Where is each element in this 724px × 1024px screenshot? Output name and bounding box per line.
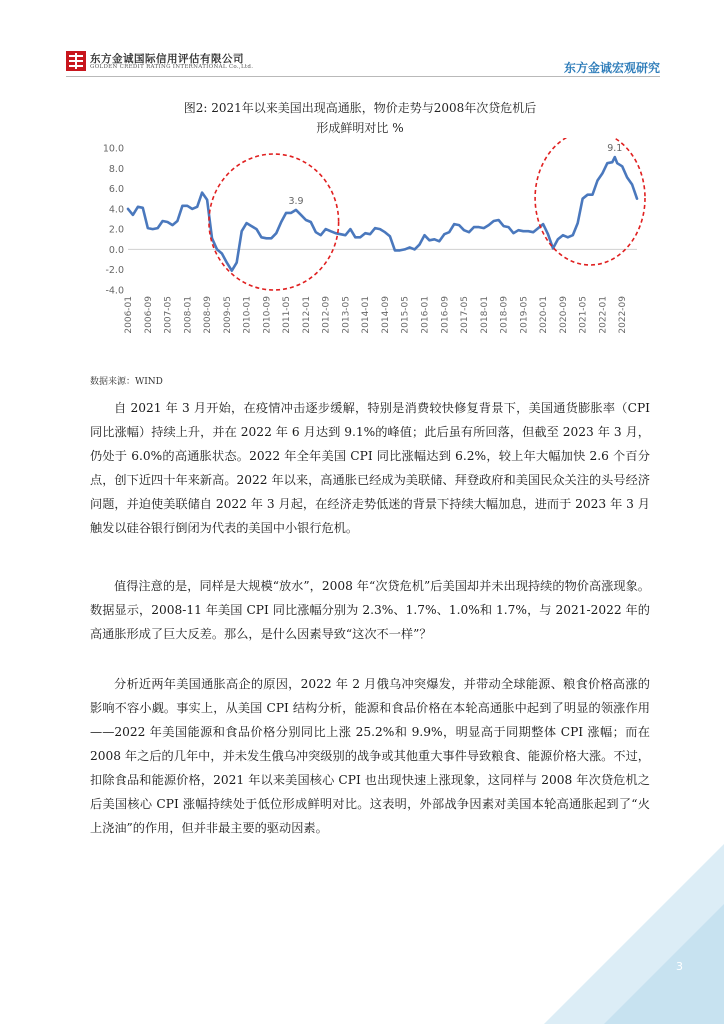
data-label: 9.1 [607, 143, 623, 155]
figure-title-line1: 图2: 2021年以来美国出现高通胀，物价走势与2008年次贷危机后 [183, 101, 537, 115]
x-tick-label: 2020-09 [558, 296, 569, 334]
section-title: 东方金诚宏观研究 [563, 61, 660, 75]
corner-decoration [544, 844, 724, 1024]
x-tick-label: 2022-09 [618, 296, 629, 334]
x-tick-label: 2020-01 [539, 296, 550, 334]
body-paragraph-2: 值得注意的是，同样是大规模“放水”，2008 年“次贷危机”后美国却并未出现持续的物价高涨现象。数据显示，2008-11 年美国 CPI 同比涨幅分别为 2.3%、1.7%、1.0%和 1.7%，与 2021-2022 年的高通胀形成了巨大反差。那么，是什么因素导致“这次不一样”？ [90, 579, 650, 641]
x-tick-label: 2015-05 [400, 296, 411, 334]
highlight-circle [535, 138, 645, 265]
y-tick-label: 6.0 [108, 184, 124, 196]
x-tick-label: 2008-01 [183, 296, 194, 334]
data-label: 3.9 [288, 195, 304, 207]
body-paragraph-1: 自 2021 年 3 月开始，在疫情冲击逐步缓解，特别是消费较快修复背景下，美国通货膨胀率（CPI 同比涨幅）持续上升，并在 2022 年 6 月达到 9.1%的峰值；此后虽有所回落，但截至 2023 年 3 月，仍处于 6.0%的高通胀状态。2022 年全年美国 CPI 同比涨幅达到 6.2%，较上年大幅加快 2.6 个百分点，创下近四十年来新高。2022 年以来，高通胀已经成为美联储、拜登政府和美国民众关注的头号经济问题，并迫使美联储自 2022 年 3 月起，在经济走势低迷的背景下持续大幅加息，进而于 2023 年 3 月触发以硅谷银行倒闭为代表的美国中小银行危机。 [90, 401, 650, 535]
x-tick-label: 2012-01 [301, 296, 312, 334]
highlight-circle [209, 154, 339, 290]
y-tick-label: 4.0 [108, 204, 124, 216]
company-name-cn: 东方金诚国际信用评估有限公司 [90, 53, 244, 65]
page-header [0, 0, 724, 80]
x-tick-label: 2012-09 [321, 296, 332, 334]
x-tick-label: 2021-05 [578, 296, 589, 334]
figure-source: 数据来源：WIND [90, 377, 163, 387]
x-tick-label: 2007-05 [163, 296, 174, 334]
y-tick-label: 10.0 [102, 143, 124, 155]
x-tick-label: 2018-09 [499, 296, 510, 334]
x-tick-label: 2011-05 [282, 296, 293, 334]
body-paragraph-3: 分析近两年美国通胀高企的原因，2022 年 2 月俄乌冲突爆发，并带动全球能源、粮食价格高涨的影响不容小觑。事实上，从美国 CPI 结构分析，能源和食品价格在本轮高通胀中起到了明显的领涨作用——2022 年美国能源和食品价格分别同比上涨 25.2%和 9.9%，明显高于同期整体 CPI 涨幅；而在 2008 年之后的几年中，并未发生俄乌冲突级别的战争或其他重大事件导致粮食、能源价格大涨。不过，扣除食品和能源价格，2021 年以来美国核心 CPI 也出现快速上涨现象，这同样与 2008 年次贷危机之后美国核心 CPI 涨幅持续处于低位形成鲜明对比。这表明，外部战争因素对美国本轮高通胀起到了“火上浇油”的作用，但并非最主要的驱动因素。 [90, 677, 650, 835]
y-tick-label: 2.0 [108, 224, 124, 236]
x-tick-label: 2017-05 [460, 296, 471, 334]
x-tick-label: 2006-01 [124, 296, 134, 334]
x-tick-label: 2008-09 [203, 296, 214, 334]
x-tick-label: 2013-05 [341, 296, 352, 334]
page-number: 3 [676, 960, 683, 973]
x-tick-label: 2018-01 [479, 296, 490, 334]
x-tick-label: 2014-09 [380, 296, 391, 334]
company-logo-icon [66, 51, 86, 71]
x-tick-label: 2016-09 [440, 296, 451, 334]
x-tick-label: 2006-09 [143, 296, 154, 334]
x-tick-label: 2022-01 [598, 296, 609, 334]
y-tick-label: -4.0 [105, 285, 124, 297]
x-tick-label: 2010-09 [262, 296, 273, 334]
x-tick-label: 2016-01 [420, 296, 431, 334]
y-tick-label: 8.0 [108, 163, 124, 175]
figure-title [120, 98, 600, 138]
x-tick-label: 2010-01 [242, 296, 253, 334]
y-tick-label: 0.0 [108, 244, 124, 256]
company-name-en: GOLDEN CREDIT RATING INTERNATIONAL Co.,Ltd. [90, 64, 254, 70]
y-tick-label: -2.0 [105, 265, 124, 277]
x-tick-label: 2014-01 [361, 296, 372, 334]
figure-title-line2: 形成鲜明对比 % [316, 121, 404, 135]
header-divider [66, 76, 660, 77]
cpi-line-chart [95, 138, 685, 370]
x-tick-label: 2009-05 [222, 296, 233, 334]
x-tick-label: 2019-05 [519, 296, 530, 334]
